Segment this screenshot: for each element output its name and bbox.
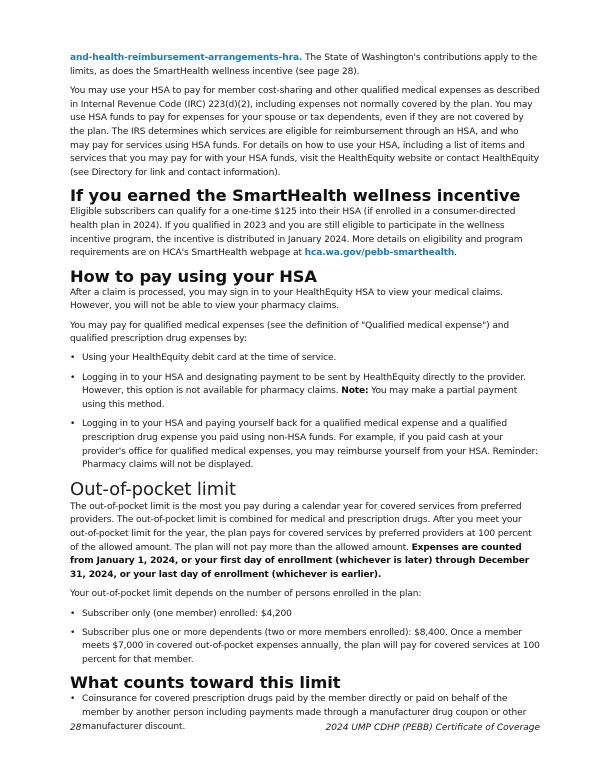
payment-methods-list [70, 352, 540, 473]
note-label: Note: [341, 386, 369, 397]
out-of-pocket-paragraph-2: Your out-of-pocket limit depends on the number of persons enrolled in the plan: [70, 589, 422, 600]
page-number: 28 [70, 723, 82, 733]
list-item: • Logging in to your HSA and paying yourself back for a qualified medical expense and a qualified prescription drug expense you paid using non-HSA funds. For example, if you paid cash at your provider's office for qualified medical expenses, you may reimburse yourself from your HSA. Reminder: Pharmacy claims will not be displayed. [70, 418, 540, 473]
hsa-use-paragraph: You may use your HSA to pay for member cost-sharing and other qualified medical expenses as described in Internal Revenue Code (IRC) 223(d)(2), including expenses not normally covered by the plan. You may use HSA funds to pay for expenses for your spouse or tax dependents, even if they are not covered by the plan. The IRS determines which services are eligible for reimbursement through an HSA, and who may pay for services using HSA funds. For details on how to use your HSA, including a list of items and services that you may pay for with your HSA funds, visit the HealthEquity website or contact HealthEquity (see Directory for link and contact information). [70, 85, 540, 179]
list-item: • Subscriber only (one member) enrolled: $4,200 [70, 608, 540, 622]
smarthealth-paragraph: Eligible subscribers can qualify for a one-time $125 into their HSA (if enrolled in a consumer-directed health plan in 2024). If you qualified in 2023 and you are still eligible to participate in the wellness incentive program, the incentive is distributed in January 2024. More details on eligibility and program requirements are on HCA's SmartHealth webpage at hca.wa.gov/pebb-smarthealth. [70, 207, 523, 259]
how-to-pay-heading: How to pay using your HSA [70, 266, 317, 286]
list-item: • Using your HealthEquity debit card at the time of service. [70, 352, 540, 366]
document-title: 2024 UMP CDHP (PEBB) Certificate of Coverage [325, 723, 540, 733]
list-item: • Logging in to your HSA and designating payment to be sent by HealthEquity directly to the provider. However, this option is not available for pharmacy claims. Note: You may make a partial payment using this method. [70, 372, 540, 413]
out-of-pocket-heading: Out-of-pocket limit [70, 478, 236, 500]
out-of-pocket-paragraph: The out-of-pocket limit is the most you pay during a calendar year for covered services from preferred providers. The out-of-pocket limit is combined for medical and prescription drugs. After you meet your out-of-pocket limit for the year, the plan pays for covered services by preferred providers at 100 percent of the allowed amount. The plan will not pay more than the allowed amount. Expenses are counted from January 1, 2024, or your first day of enrollment (whichever is later) through December 31, 2024, or your last day of enrollment (whichever is earlier). [70, 501, 532, 581]
page-footer [70, 723, 540, 733]
smarthealth-link[interactable]: hca.wa.gov/pebb-smarthealth [304, 248, 455, 259]
out-of-pocket-list [70, 608, 540, 668]
what-counts-heading: What counts toward this limit [70, 673, 341, 693]
how-to-pay-paragraph-1: After a claim is processed, you may sign in to your HealthEquity HSA to view your medical claims. However, you will not be able to view your pharmacy claims. [70, 287, 503, 312]
hra-link[interactable]: and-health-reimbursement-arrangements-hra. [70, 53, 303, 63]
intro-paragraph: and-health-reimbursement-arrangements-hra. The State of Washington's contributions apply to the limits, as does the SmartHealth wellness incentive (see page 28). [70, 53, 538, 77]
smarthealth-heading: If you earned the SmartHealth wellness incentive [70, 186, 521, 206]
list-item: • Subscriber plus one or more dependents (two or more members enrolled): $8,400. Once a member meets $7,000 in covered out-of-pocket expenses annually, the plan will pay for covered services at 100 percent for that member. [70, 627, 540, 668]
how-to-pay-paragraph-2: You may pay for qualified medical expenses (see the definition of "Qualified medical expense") and qualified prescription drug expenses by: [70, 320, 509, 345]
list-item: • Coinsurance for covered prescription drugs paid by the member directly or paid on behalf of the member by another person including payments made through a manufacturer drug coupon or other manufacturer discount. [70, 693, 540, 734]
document-page [70, 52, 540, 740]
